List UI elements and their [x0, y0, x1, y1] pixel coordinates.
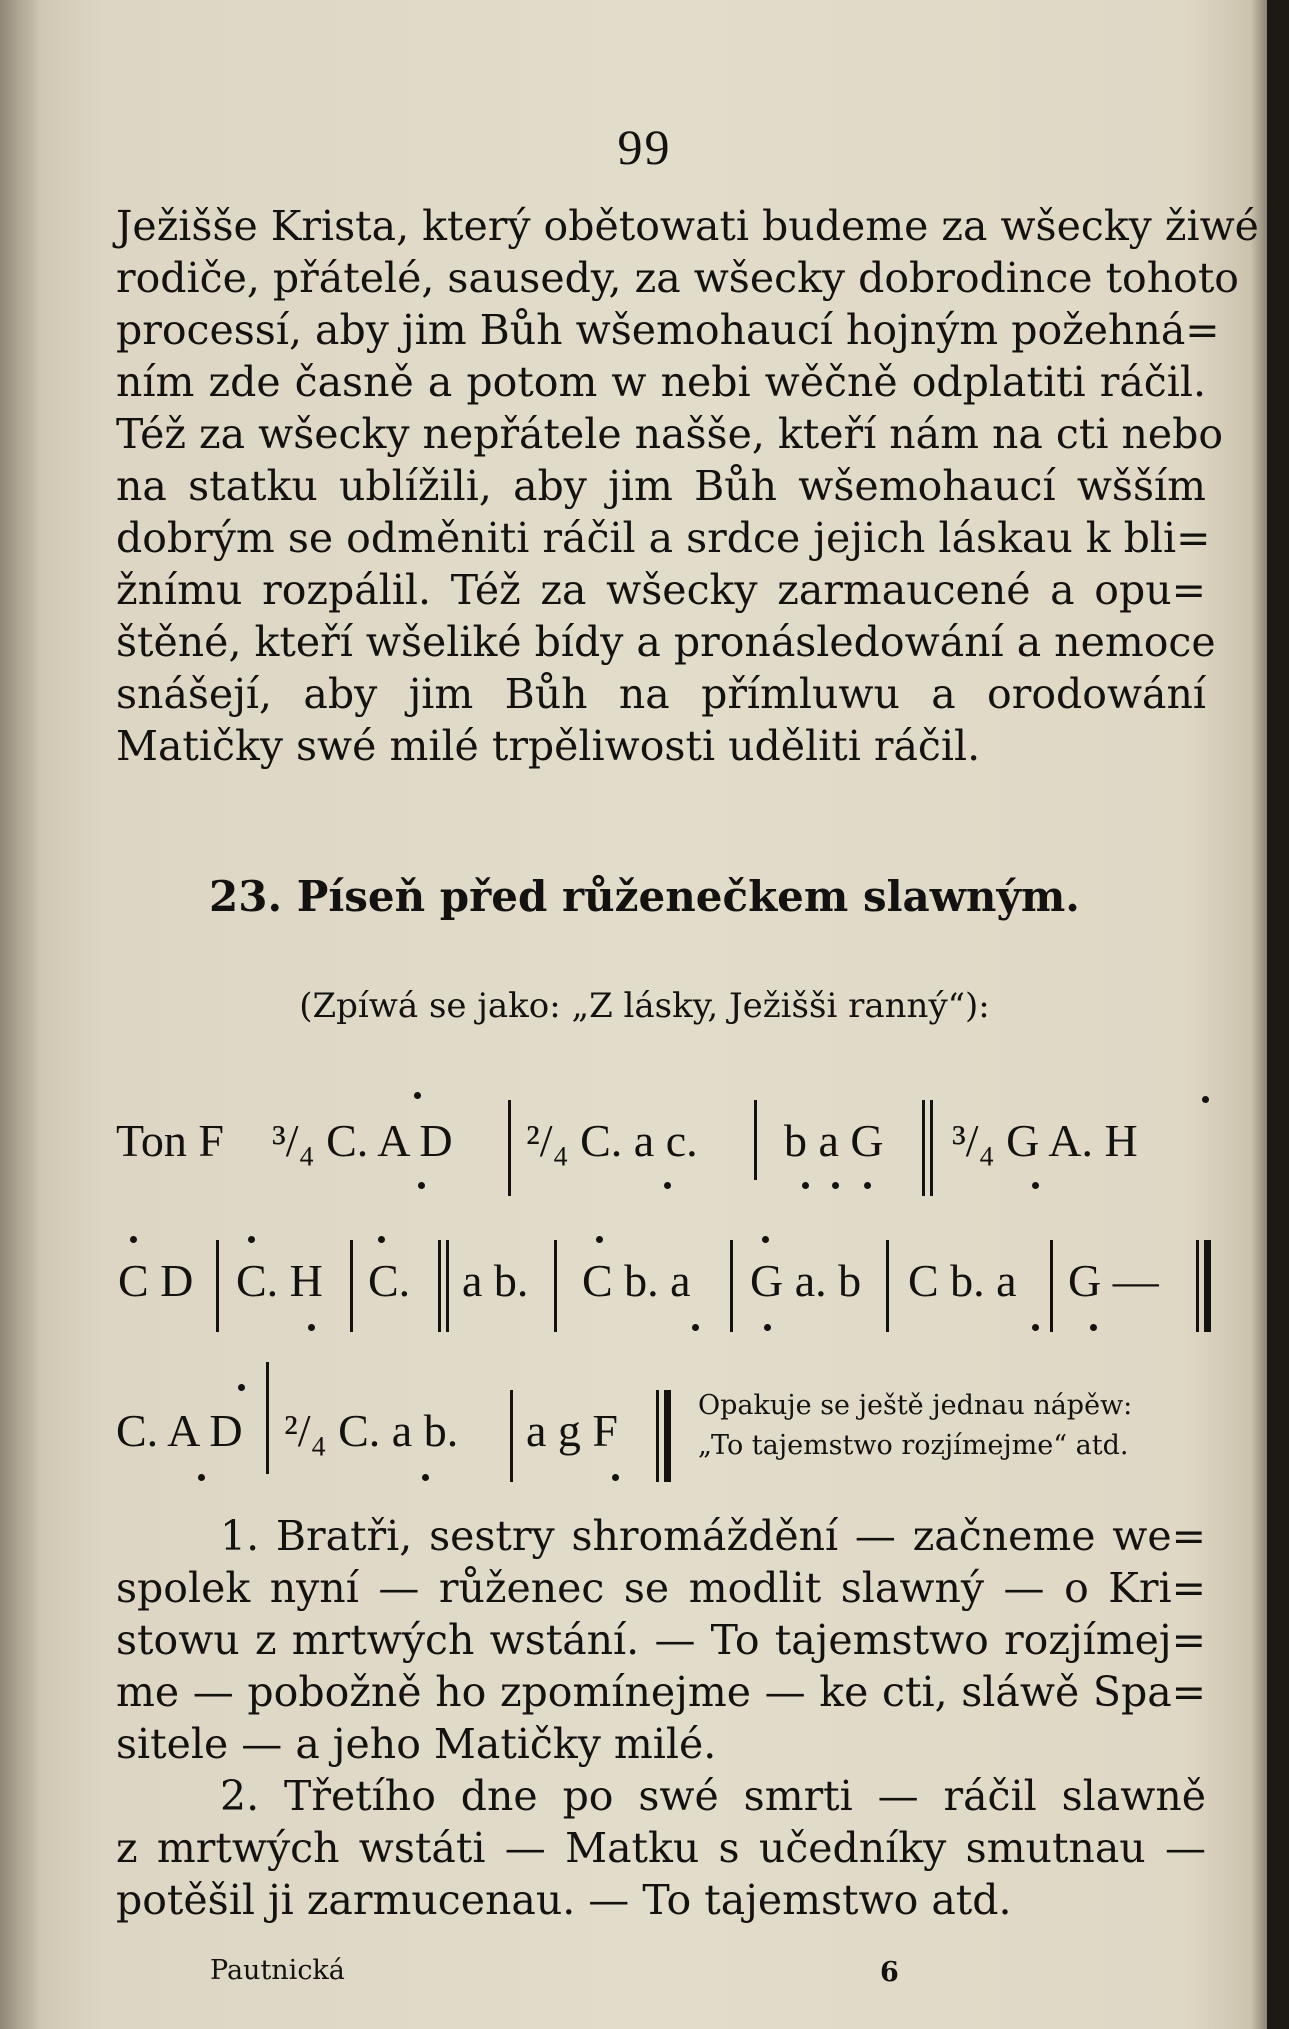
note-dot	[1202, 1096, 1209, 1103]
song-heading: 23. Píseň před růženečkem slawným.	[209, 872, 1080, 921]
intercession-paragraph	[116, 200, 1259, 772]
note-dot	[692, 1324, 699, 1331]
note-dot	[198, 1474, 205, 1481]
barline	[922, 1100, 925, 1196]
notation-measure: ²/₄ C. a b.	[284, 1405, 459, 1456]
notation-measure: C D	[118, 1255, 194, 1306]
text-line: na statku ublížili, aby jim Bůh wšemohaucí wšším	[116, 462, 1206, 510]
note-dot	[612, 1474, 619, 1481]
note-dot	[422, 1474, 429, 1481]
note-dot	[1032, 1324, 1039, 1331]
notation-key: Ton F	[116, 1115, 224, 1166]
notation-measure: b a G	[784, 1115, 884, 1166]
notation-measure: C.	[368, 1255, 411, 1306]
text-line: Též za wšecky nepřátele našše, kteří nám na cti nebo	[116, 410, 1224, 458]
verse-line: me — pobožně ho zpomínejme — ke cti, sláwě Spa=	[116, 1668, 1206, 1716]
note-dot	[832, 1182, 839, 1189]
notation-measure: C b. a	[908, 1255, 1017, 1306]
notation-measure: C b. a	[582, 1255, 691, 1306]
note-dot	[1090, 1324, 1097, 1331]
notation-measure: G a. b	[750, 1255, 862, 1306]
song-verses	[116, 1510, 1206, 1926]
notation-measure: a g F	[526, 1405, 618, 1456]
note-dot	[130, 1236, 137, 1243]
note-dot	[238, 1384, 245, 1391]
notation-measure: a b.	[462, 1255, 529, 1306]
remark-line: Opakuje se ještě jednau nápěw:	[698, 1390, 1133, 1421]
text-line: snášejí, aby jim Bůh na přímluwu a orodowání	[116, 670, 1206, 718]
barline	[216, 1240, 219, 1332]
text-line: ním zde časně a potom w nebi wěčně odplatiti ráčil.	[116, 358, 1206, 406]
text-line: Matičky swé milé trpěliwosti uděliti ráčil.	[116, 722, 981, 770]
note-dot	[764, 1324, 771, 1331]
remark-line: „To tajemstwo rozjímejme“ atd.	[698, 1430, 1129, 1461]
barline	[754, 1100, 757, 1180]
notation-measure: ³/₄ G A. H	[952, 1115, 1138, 1166]
sheet-number: 6	[880, 1957, 899, 1988]
note-dot	[414, 1092, 421, 1099]
verse-line: stowu z mrtwých wstání. — To tajemstwo rozjímej=	[116, 1616, 1206, 1664]
verse-line: potěšil ji zarmucenau. — To tajemstwo atd.	[116, 1876, 1012, 1924]
text-line: žnímu rozpálil. Též za wšecky zarmaucené a opu=	[116, 566, 1206, 614]
notation-measure: G —	[1068, 1255, 1159, 1306]
barline	[446, 1240, 449, 1332]
text-line: dobrým se odměniti ráčil a srdce jejich láskau k bli=	[116, 514, 1211, 562]
verse-line: z mrtwých wstáti — Matku s učedníky smutnau —	[116, 1824, 1206, 1872]
melody-instruction: (Zpíwá se jako: „Z lásky, Ježišši ranný“):	[299, 986, 990, 1026]
text-line: Ježišše Krista, který obětowati budeme za wšecky žiwé	[116, 202, 1259, 250]
verse-text: 2. Třetího dne po swé smrti — ráčil slawně	[220, 1772, 1206, 1820]
note-dot	[802, 1182, 809, 1189]
barline	[554, 1240, 557, 1332]
verse-text: 1. Bratři, sestry shromáždění — začneme we=	[220, 1512, 1206, 1560]
barline	[730, 1240, 733, 1332]
barline	[886, 1240, 889, 1332]
notation-measure: ²/₄ C. a c.	[526, 1115, 698, 1166]
note-dot	[762, 1236, 769, 1243]
final-barline	[1204, 1240, 1211, 1332]
text-line: štěné, kteří wšeliké bídy a pronásledowání a nemoce	[116, 618, 1216, 666]
verse-line	[116, 1510, 1206, 1562]
barline	[1050, 1240, 1053, 1332]
page-number: 99	[617, 119, 672, 175]
verse-line: spolek nyní — růženec se modlit slawný — o Kri=	[116, 1564, 1206, 1612]
barline	[508, 1100, 511, 1196]
note-dot	[1032, 1182, 1039, 1189]
verse-line	[116, 1770, 1206, 1822]
final-barline	[664, 1390, 671, 1482]
note-dot	[308, 1324, 315, 1331]
barline	[930, 1100, 933, 1196]
barline	[438, 1240, 441, 1332]
barline	[266, 1362, 269, 1474]
repeat-remark	[698, 1386, 1218, 1466]
notation-measure: C. A D	[116, 1405, 243, 1456]
note-dot	[864, 1182, 871, 1189]
note-dot	[378, 1236, 385, 1243]
text-line: rodiče, přátelé, sausedy, za wšecky dobrodince tohoto	[116, 254, 1239, 302]
barline	[656, 1390, 659, 1482]
barline	[1196, 1240, 1199, 1332]
notation-measure: C. H	[236, 1255, 323, 1306]
note-dot	[596, 1236, 603, 1243]
signature-mark: Pautnická	[210, 1955, 345, 1986]
verse-line: sitele — a jeho Matičky milé.	[116, 1720, 717, 1768]
note-dot	[664, 1182, 671, 1189]
note-dot	[418, 1182, 425, 1189]
barline	[510, 1390, 513, 1482]
note-dot	[248, 1236, 255, 1243]
barline	[350, 1240, 353, 1332]
notation-measure: ³/₄ C. A D	[272, 1115, 453, 1166]
text-line: processí, aby jim Bůh wšemohaucí hojným požehná=	[116, 306, 1220, 354]
